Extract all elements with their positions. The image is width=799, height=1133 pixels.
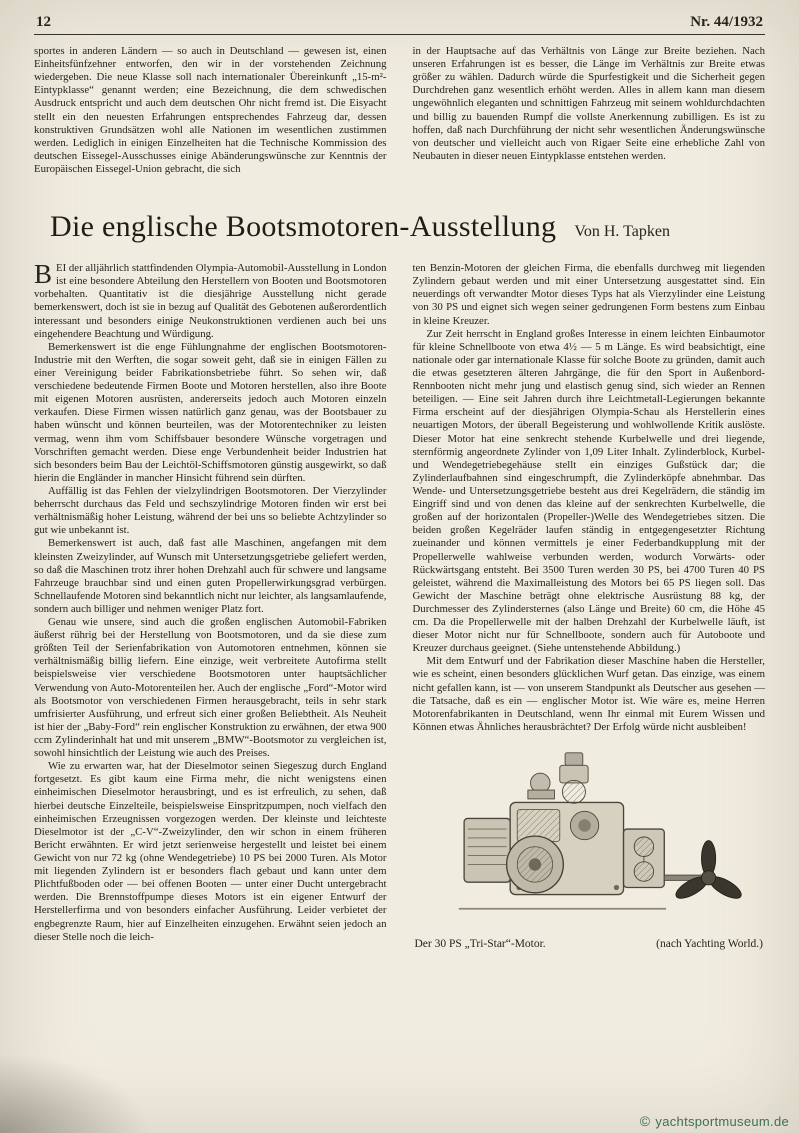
flywheel [506, 836, 563, 893]
drop-cap: B [34, 259, 53, 290]
intro-right-column [413, 45, 766, 176]
paragraph: Wie zu erwarten war, hat der Dieselmotor seinen Siegeszug durch England fortgesetzt. Es gibt kaum eine Firma mehr, die nicht wenigstens einen einheimischen Dieselmotor herausbringt, und es ist erfreulich, zu sehen, daß hierbei deutsche Einzelteile, beispielsweise Einspritzpumpen, noch vielfach den einheimischen Erzeugnissen vorgezogen werden. Der kleinste und leichteste Dieselmotor ist der „C-V“-Zweizylinder, den wir schon in einem früheren Bericht erwähnten. Er wird jetzt serienweise hergestellt und leistet bei einem Gewicht von nur 72 kg (ohne Wendegetriebe) 10 PS bei 2000 Turen. Als Motor mit liegenden Zylindern ist er besonders flach gebaut und kann unter dem Plichtfußboden oder — bei offenen Booten — unter einer Ducht untergebracht werden. Die Brennstoffpumpe dieses Motors ist ein eigener Entwurf der Herstellerfirma und von besonders einfacher Ausführung. Leider verbietet der engbegrenzte Raum, hier auf Einzelheiten einzugehen. Erwähnt seien jedoch an dieser Stelle noch die leich- [34, 760, 387, 943]
issue-number: Nr. 44/1932 [690, 14, 763, 30]
engine-cutaway-illustration [424, 744, 754, 930]
paragraph [34, 259, 387, 341]
intro-left-column [34, 45, 387, 176]
main-article [34, 259, 765, 952]
header-rule [34, 34, 765, 35]
engine-figure [413, 744, 766, 930]
watermark [640, 1113, 789, 1129]
article-header [50, 210, 765, 244]
figure-caption: Der 30 PS „Tri-Star“-Motor. [414, 938, 546, 951]
page-number: 12 [36, 14, 51, 30]
paragraph: Zur Zeit herrscht in England großes Interesse in einem leichten Einbaumotor für kleine Schnellboote von etwa 4½ — 5 m Länge. Es wird beabsichtigt, eine nationale oder gar internationale Klasse für solche Boote zu gründen, damit auch die etwas gesetzteren älteren Jahrgänge, die für den Sport in Außenbord-Rennbooten nicht mehr jung und elastisch genug sind, sich wieder an Rennen beteiligen. — Eine seit Jahren durch ihre Leichtmetall-Legierungen bekannte Firma erscheint auf der diesjährigen Olympia-Schau als Herstellerin eines neuartigen Motors, der überall Begeisterung und wohlwollende Kritik auslöste. Dieser Motor hat eine senkrecht stehende Kurbelwelle und drei liegende, sternförmig angeordnete Zylinder von 1,09 Liter Inhalt. Zylinderblock, Kurbel- und Wendegetriebegehäuse stellt ein einziges Gußstück dar; die Zylinderlaufbahnen sind eingeschrumpft, die Zylinderköpfe abnehmbar. Das Wende- und Untersetzungsgetriebe besteht aus drei Kegelrädern, die ständig im Eingriff sind und von denen das kleine auf der senkrechten Kurbelwelle, die großen auf der horizontalen (Propeller-)Welle des Wendegetriebes sitzen. Die beiden großen Kegelräder laufen ständig in entgegengesetzter Richtung zueinander und können vermittels je einer Federbandkupplung mit der Propellerwelle wahlweise verbunden werden, wodurch Vorwärts- oder Rückwärtsgang entsteht. Bei 3500 Turen werden 30 PS, bei 4700 Turen 40 PS geleistet, während die Maximalleistung des Motors bei 65 PS liegen soll. Das Gewicht der Maschine beträgt ohne elektrische Ausrüstung 88 kg, der Durchmesser des Zylindersternes (also Länge und Breite) 60 cm, die Höhe 45 cm. Da die Propellerwelle mit der halben Drehzahl der Kurbelwelle läuft, ist dieser Motor nicht nur für Schnellboote, sondern auch für Autoboote und Kreuzer durchaus geeignet. (Siehe untenstehende Abbildung.) [412, 327, 765, 655]
paragraph: Auffällig ist das Fehlen der vielzylindrigen Bootsmotoren. Der Vierzylinder beherrscht durchaus das Feld und sechszylindrige Motoren finden wir erst bei verhältnismäßig hoher Leistung, während der bei uns so beliebte Achtzylinder so gut wie unbekannt ist. [34, 484, 387, 537]
figure-caption-row [413, 938, 766, 952]
figure-credit: (nach Yachting World.) [656, 938, 763, 951]
paragraph: Mit dem Entwurf und der Fabrikation dieser Maschine haben die Hersteller, wie es scheint, einen besonders glücklichen Wurf getan. Das einzige, was einem nicht gefallen kann, ist — von unserem Standpunkt als Deutscher aus gesehen — die Tatsache, daß es ein — englischer Motor ist. Wie wäre es, meine Herren Motorenfabrikanten in Deutschland, wenn Ihr einmal mit Eurem Wissen und Können etwas Ähnliches herausbrächtet? Der Erfolg würde nicht ausbleiben! [412, 655, 765, 733]
intake-stack [528, 753, 588, 803]
gearbox [623, 829, 664, 887]
article-left-column [34, 259, 387, 952]
article-right-column [413, 262, 766, 952]
watermark-text: yachtsportmuseum.de [655, 1113, 789, 1129]
paragraph: in der Hauptsache auf das Verhältnis von Länge zur Breite beziehen. Nach unseren Erfahrungen ist es besser, die Länge im Verhältnis zur Breite etwas größer zu wählen. Dadurch würde die Spurfestigkeit und die Sicherheit gegen Durchdrehen ganz wesentlich erhöht werden. Alles in allem kann man diesem ungewöhnlich eleganten und schnittigen Fahrzeug mit seinem wohldurchdachten und billig zu bauenden Rumpf die vollste Anerkennung zubilligen. Es ist zu hoffen, daß nach Durchführung der nicht sehr wesentlichen Änderungswünsche von deutscher und vielleicht auch von Rigaer Seite eine erhebliche Zahl von Neubauten in dieser neuen Eintypklasse entstehen werden. [412, 45, 765, 162]
paragraph-text: EI der alljährlich stattfindenden Olympia-Automobil-Ausstellung in London ist eine besondere Abteilung den Herstellern von Booten und Bootsmotoren vorbehalten. Quantitativ ist die diesjährige Ausstellung nicht gerade bemerkenswert, doch ist sie in bezug auf Qualität des Gebotenen außerordentlich interessant und besonders einige Neukonstruktionen verdienen auch bei uns eingehendere Beachtung und Würdigung. [34, 262, 387, 340]
copyright-icon: © [639, 1113, 651, 1129]
paragraph: Genau wie unsere, sind auch die großen englischen Automobil-Fabriken äußerst rührig bei der Herstellung von Bootsmotoren, und da sie diese zum größten Teil der Serienfabrikation von Automotoren entnehmen, können sie verhältnismäßig billig liefern. Eine einzige, weit verbreitete Autofirma stellt beispielsweise vier verschiedene Bootsmotoren unter hauptsächlicher Verwendung von Auto-Motorenteilen her. Auch der englische „Ford“-Motor wird als Bootsmotor von verschiedenen Firmen herausgebracht, teils in sehr stark umfrisierter Ausführung, und erfreut sich einer großen Beliebtheit. Als Neuheit ist hier der „Baby-Ford“ rein englischer Konstruktion zu erwähnen, der etwa 900 ccm Zylinderinhalt hat und mit unserem „BMW“-Bootsmotor zu vergleichen ist, sowohl hinsichtlich der Leistung wie auch des Preises. [34, 616, 387, 760]
propeller-illustration [673, 841, 745, 903]
paragraph: sportes in anderen Ländern — so auch in Deutschland — gewesen ist, einen Einheitsfünfzehner entworfen, den wir in der vorstehenden Zeichnung wiedergeben. Die neue Klasse soll nach internationaler Übereinkunft „15-m²-Eintypklasse“ genannt werden; eine Bezeichnung, die dem schwedischen Ausdruck entspricht und auch dem deutschen Ohr nicht fremd ist. Die Eisyacht stellt ein den neuesten Erfahrungen entsprechendes Fahrzeug dar, dessen konstruktiven Grundsätzen wohl alle Nationen im wesentlichen zustimmen werden. Lediglich in einigen Einzelheiten hat die Technische Kommission des deutschen Eissegel-Ausschusses einige Abänderungswünsche zur Kenntnis der Europäischen Eissegel-Union gebracht, die sich [34, 45, 387, 175]
paragraph: ten Benzin-Motoren der gleichen Firma, die ebenfalls durchweg mit liegenden Zylindern gebaut werden und mit einer Untersetzung ausgestattet sind. Ein neuerdings oft verwandter Motor dieses Typs hat als Vierzylinder eine Leistung von 30 PS und eignet sich wegen seiner gedrungenen Form bestens zum Einbau in kleine Kreuzer. [412, 262, 765, 327]
paragraph: Bemerkenswert ist die enge Fühlungnahme der englischen Bootsmotoren-Industrie mit den Werften, die sogar soweit geht, daß sie in einigen Fällen zu einer Vereinigung beider Fabrikationsbetriebe führt. So sehen wir, daß verschiedene bedeutende Firmen Boote und Motoren herstellen, also ihre Boote mit eigenen Motoren ausrüsten, andererseits jedoch auch Motoren einzeln verkaufen. Diese Firmen wissen natürlich ganz genau, was der Bootsbauer zu haben wünscht und können beurteilen, was der Motorentechniker zu leisten vermag, wenn ihm vom Schiffsbauer besondere Wünsche vorgetragen und Vorschriften gemacht werden. Diese enge Verbundenheit beider Industrien hat sich besonders beim Bau der Leichtöl-Schiffsmotoren günstig ausgewirkt, so daß hierin die Engländer in mancher Hinsicht führend sein dürften. [34, 340, 387, 484]
article-byline: Von H. Tapken [574, 223, 670, 241]
paragraph: Bemerkenswert ist auch, daß fast alle Maschinen, angefangen mit dem kleinsten Zweizylinder, auf Wunsch mit Untersetzungsgetriebe geliefert werden, so daß die Maschinen trotz ihrer hohen Drehzahl auch für schwere und langsame Fahrzeuge brauchbar sind und einen guten Propellerwirkungsgrad verbürgen. Schnellaufende Motoren sind bekanntlich nicht nur leichter, als langsamlaufende, sondern auch billiger und nehmen weniger Platz fort. [34, 537, 387, 615]
page-header [34, 12, 765, 31]
intro-article [34, 45, 765, 176]
article-title: Die englische Bootsmotoren-Ausstellung [50, 210, 557, 244]
